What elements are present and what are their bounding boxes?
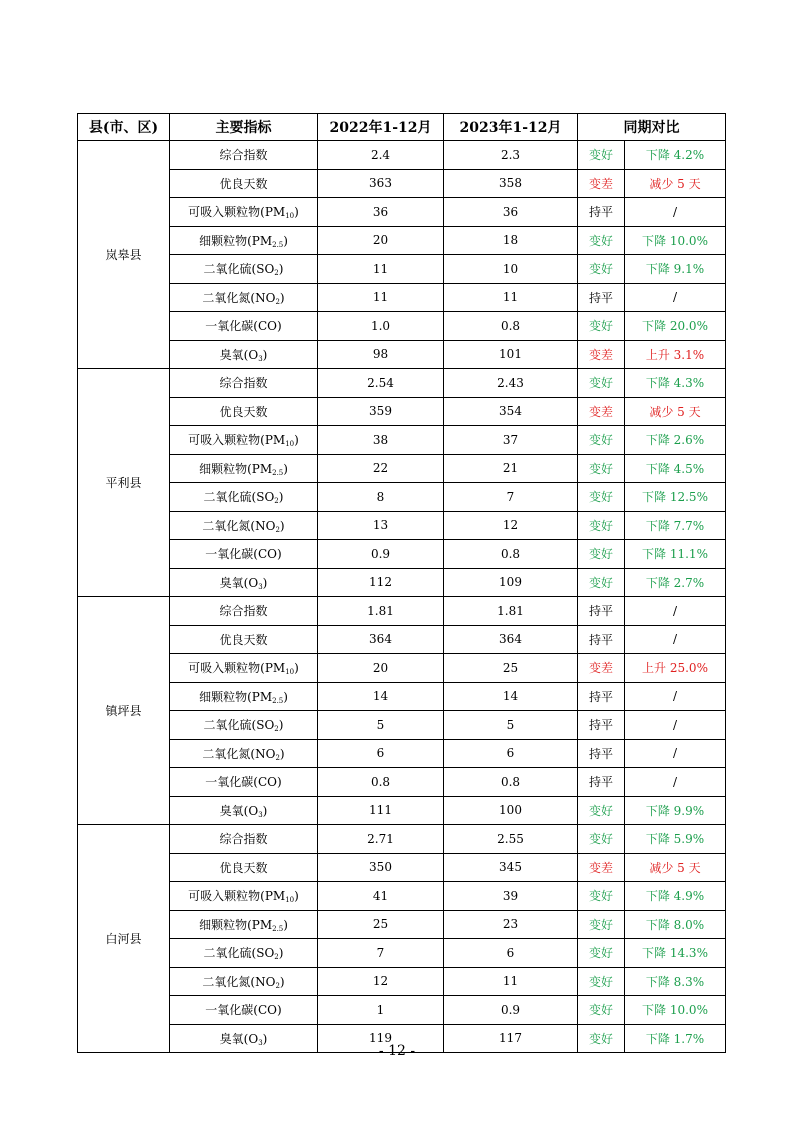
table-row (78, 597, 726, 626)
indicator-label: 细颗粒物(PM (199, 689, 273, 704)
table-row (78, 198, 726, 227)
trend-cell: 变好 (578, 312, 625, 341)
value-2023: 6 (444, 739, 578, 768)
indicator-label: 细颗粒物(PM (199, 917, 273, 932)
value-2022: 8 (318, 483, 444, 512)
indicator-suffix: ) (294, 661, 299, 676)
change-cell: 下降 20.0% (625, 312, 726, 341)
indicator-label: 臭氧(O (219, 803, 259, 818)
indicator-label: 一氧化碳(CO) (205, 1003, 282, 1018)
indicator-label: 一氧化碳(CO) (205, 547, 282, 562)
table-row (78, 711, 726, 740)
change-cell: 下降 2.7% (625, 568, 726, 597)
indicator-name (170, 739, 318, 768)
indicator-subscript: 2 (274, 269, 279, 278)
indicator-label: 臭氧(O (219, 575, 259, 590)
value-2022: 350 (318, 853, 444, 882)
trend-cell: 变好 (578, 967, 625, 996)
indicator-subscript: 2 (275, 753, 280, 762)
indicator-name (170, 711, 318, 740)
change-cell: 上升 25.0% (625, 654, 726, 683)
trend-cell: 持平 (578, 597, 625, 626)
indicator-label: 二氧化硫(SO (203, 490, 275, 505)
indicator-name (170, 654, 318, 683)
indicator-suffix: ) (279, 746, 285, 761)
trend-cell: 变好 (578, 226, 625, 255)
value-2023: 39 (444, 882, 578, 911)
value-2023: 36 (444, 198, 578, 227)
county-name: 平利县 (78, 369, 170, 597)
county-name: 镇坪县 (78, 597, 170, 825)
trend-cell: 持平 (578, 682, 625, 711)
table-row (78, 340, 726, 369)
table-row (78, 910, 726, 939)
indicator-label: 臭氧(O (219, 1031, 259, 1046)
trend-cell: 持平 (578, 711, 625, 740)
trend-cell: 变差 (578, 397, 625, 426)
table-row (78, 853, 726, 882)
indicator-subscript: 3 (258, 582, 263, 591)
value-2022: 36 (318, 198, 444, 227)
indicator-label: 优良天数 (219, 404, 268, 419)
value-2023: 109 (444, 568, 578, 597)
indicator-label: 可吸入颗粒物(PM (188, 661, 286, 676)
trend-cell: 变好 (578, 939, 625, 968)
value-2023: 7 (444, 483, 578, 512)
value-2022: 25 (318, 910, 444, 939)
indicator-label: 细颗粒物(PM (199, 233, 273, 248)
change-cell: 下降 10.0% (625, 226, 726, 255)
value-2022: 112 (318, 568, 444, 597)
trend-cell: 变好 (578, 255, 625, 284)
indicator-label: 一氧化碳(CO) (205, 775, 282, 790)
indicator-label: 综合指数 (219, 832, 268, 847)
value-2022: 363 (318, 169, 444, 198)
change-cell: 下降 10.0% (625, 996, 726, 1025)
indicator-label: 可吸入颗粒物(PM (188, 205, 286, 220)
indicator-subscript: 3 (258, 810, 263, 819)
table-row (78, 312, 726, 341)
table-row (78, 169, 726, 198)
table-row (78, 369, 726, 398)
indicator-name (170, 796, 318, 825)
indicator-suffix: ) (283, 461, 288, 476)
trend-cell: 变好 (578, 568, 625, 597)
change-cell: 下降 8.3% (625, 967, 726, 996)
indicator-name (170, 312, 318, 341)
value-2023: 14 (444, 682, 578, 711)
value-2023: 21 (444, 454, 578, 483)
table-row (78, 996, 726, 1025)
value-2023: 117 (444, 1024, 578, 1053)
indicator-name (170, 198, 318, 227)
table-row (78, 796, 726, 825)
trend-cell: 变好 (578, 369, 625, 398)
change-cell: / (625, 768, 726, 797)
header-compare: 同期对比 (578, 114, 726, 141)
indicator-label: 二氧化氮(NO (202, 518, 276, 533)
trend-cell: 变好 (578, 483, 625, 512)
indicator-name (170, 340, 318, 369)
trend-cell: 持平 (578, 198, 625, 227)
indicator-label: 二氧化硫(SO (203, 262, 275, 277)
table-row (78, 226, 726, 255)
value-2022: 11 (318, 255, 444, 284)
indicator-suffix: ) (279, 518, 285, 533)
value-2022: 98 (318, 340, 444, 369)
table-body (78, 141, 726, 1053)
indicator-label: 可吸入颗粒物(PM (188, 889, 286, 904)
value-2022: 20 (318, 654, 444, 683)
change-cell: 下降 14.3% (625, 939, 726, 968)
indicator-subscript: 2.5 (272, 468, 284, 477)
trend-cell: 变好 (578, 882, 625, 911)
table-row (78, 568, 726, 597)
indicator-subscript: 2 (274, 497, 279, 506)
indicator-suffix: ) (283, 233, 288, 248)
indicator-label: 可吸入颗粒物(PM (188, 433, 286, 448)
value-2023: 2.55 (444, 825, 578, 854)
value-2022: 41 (318, 882, 444, 911)
value-2022: 38 (318, 426, 444, 455)
indicator-suffix: ) (278, 718, 284, 733)
table-row (78, 454, 726, 483)
trend-cell: 变好 (578, 1024, 625, 1053)
value-2022: 20 (318, 226, 444, 255)
change-cell: 下降 2.6% (625, 426, 726, 455)
indicator-name (170, 141, 318, 170)
value-2023: 0.8 (444, 312, 578, 341)
trend-cell: 变好 (578, 825, 625, 854)
value-2023: 0.9 (444, 996, 578, 1025)
change-cell: / (625, 682, 726, 711)
indicator-subscript: 10 (285, 440, 295, 449)
indicator-name (170, 226, 318, 255)
indicator-subscript: 10 (285, 668, 295, 677)
change-cell: 下降 4.5% (625, 454, 726, 483)
change-cell: 下降 12.5% (625, 483, 726, 512)
table-row (78, 825, 726, 854)
indicator-subscript: 2 (274, 953, 279, 962)
value-2023: 2.3 (444, 141, 578, 170)
indicator-subscript: 10 (285, 212, 295, 221)
indicator-label: 一氧化碳(CO) (205, 319, 282, 334)
value-2022: 6 (318, 739, 444, 768)
trend-cell: 变差 (578, 853, 625, 882)
indicator-name (170, 996, 318, 1025)
value-2023: 37 (444, 426, 578, 455)
header-county: 县(市、区) (78, 114, 170, 141)
indicator-name (170, 967, 318, 996)
indicator-name (170, 682, 318, 711)
indicator-suffix: ) (262, 803, 268, 818)
indicator-name (170, 910, 318, 939)
table-row (78, 768, 726, 797)
indicator-suffix: ) (294, 205, 299, 220)
indicator-name (170, 397, 318, 426)
value-2023: 354 (444, 397, 578, 426)
table-row (78, 967, 726, 996)
change-cell: 下降 5.9% (625, 825, 726, 854)
indicator-name (170, 568, 318, 597)
change-cell: / (625, 739, 726, 768)
table-row (78, 625, 726, 654)
value-2022: 364 (318, 625, 444, 654)
trend-cell: 持平 (578, 739, 625, 768)
value-2022: 2.71 (318, 825, 444, 854)
indicator-suffix: ) (278, 262, 284, 277)
table-row (78, 397, 726, 426)
table-row (78, 882, 726, 911)
indicator-suffix: ) (283, 917, 288, 932)
trend-cell: 变好 (578, 996, 625, 1025)
indicator-suffix: ) (262, 575, 268, 590)
change-cell: 减少 5 天 (625, 853, 726, 882)
indicator-name (170, 540, 318, 569)
table-row (78, 654, 726, 683)
indicator-label: 细颗粒物(PM (199, 461, 273, 476)
indicator-subscript: 2.5 (272, 240, 284, 249)
indicator-suffix: ) (279, 974, 285, 989)
value-2023: 11 (444, 283, 578, 312)
change-cell: / (625, 711, 726, 740)
indicator-name (170, 255, 318, 284)
trend-cell: 变好 (578, 511, 625, 540)
indicator-name (170, 483, 318, 512)
value-2022: 14 (318, 682, 444, 711)
change-cell: 下降 11.1% (625, 540, 726, 569)
change-cell: 下降 9.9% (625, 796, 726, 825)
trend-cell: 持平 (578, 625, 625, 654)
indicator-subscript: 2 (274, 725, 279, 734)
table-row (78, 739, 726, 768)
value-2022: 5 (318, 711, 444, 740)
indicator-label: 综合指数 (219, 148, 268, 163)
value-2022: 111 (318, 796, 444, 825)
change-cell: 上升 3.1% (625, 340, 726, 369)
trend-cell: 变好 (578, 910, 625, 939)
header-indicator: 主要指标 (170, 114, 318, 141)
value-2022: 13 (318, 511, 444, 540)
value-2023: 5 (444, 711, 578, 740)
table-row (78, 283, 726, 312)
trend-cell: 变好 (578, 141, 625, 170)
value-2023: 101 (444, 340, 578, 369)
indicator-subscript: 2.5 (272, 696, 284, 705)
change-cell: 下降 7.7% (625, 511, 726, 540)
indicator-label: 综合指数 (219, 604, 268, 619)
value-2023: 18 (444, 226, 578, 255)
value-2023: 100 (444, 796, 578, 825)
indicator-subscript: 2 (275, 525, 280, 534)
indicator-name (170, 939, 318, 968)
indicator-suffix: ) (294, 433, 299, 448)
value-2023: 0.8 (444, 540, 578, 569)
value-2022: 0.8 (318, 768, 444, 797)
trend-cell: 变差 (578, 654, 625, 683)
indicator-name (170, 825, 318, 854)
value-2022: 119 (318, 1024, 444, 1053)
indicator-label: 二氧化氮(NO (202, 974, 276, 989)
value-2022: 0.9 (318, 540, 444, 569)
value-2023: 25 (444, 654, 578, 683)
trend-cell: 变好 (578, 426, 625, 455)
change-cell: / (625, 597, 726, 626)
value-2023: 6 (444, 939, 578, 968)
change-cell: / (625, 625, 726, 654)
value-2022: 2.4 (318, 141, 444, 170)
value-2023: 23 (444, 910, 578, 939)
change-cell: / (625, 283, 726, 312)
indicator-label: 臭氧(O (219, 347, 259, 362)
change-cell: 下降 4.9% (625, 882, 726, 911)
value-2022: 11 (318, 283, 444, 312)
trend-cell: 变好 (578, 796, 625, 825)
value-2022: 1.81 (318, 597, 444, 626)
indicator-suffix: ) (278, 946, 284, 961)
county-name: 白河县 (78, 825, 170, 1053)
value-2022: 1 (318, 996, 444, 1025)
indicator-name (170, 511, 318, 540)
indicator-suffix: ) (262, 1031, 268, 1046)
indicator-subscript: 3 (258, 354, 263, 363)
change-cell: 下降 8.0% (625, 910, 726, 939)
page-number: - 12 - (378, 1043, 416, 1059)
trend-cell: 持平 (578, 768, 625, 797)
indicator-subscript: 2 (275, 297, 280, 306)
value-2022: 22 (318, 454, 444, 483)
change-cell: / (625, 198, 726, 227)
change-cell: 下降 4.3% (625, 369, 726, 398)
indicator-subscript: 2 (275, 981, 280, 990)
indicator-name (170, 768, 318, 797)
value-2023: 12 (444, 511, 578, 540)
table-row (78, 682, 726, 711)
value-2022: 7 (318, 939, 444, 968)
trend-cell: 变差 (578, 169, 625, 198)
header-row (78, 114, 726, 141)
table-row (78, 511, 726, 540)
indicator-name (170, 426, 318, 455)
indicator-suffix: ) (262, 347, 268, 362)
indicator-label: 二氧化氮(NO (202, 290, 276, 305)
table-row (78, 483, 726, 512)
indicator-label: 综合指数 (219, 376, 268, 391)
indicator-name (170, 853, 318, 882)
value-2023: 10 (444, 255, 578, 284)
value-2023: 1.81 (444, 597, 578, 626)
indicator-name (170, 597, 318, 626)
indicator-suffix: ) (283, 689, 288, 704)
table-row (78, 141, 726, 170)
indicator-subscript: 2.5 (272, 924, 284, 933)
indicator-suffix: ) (279, 290, 285, 305)
value-2022: 2.54 (318, 369, 444, 398)
value-2022: 1.0 (318, 312, 444, 341)
indicator-label: 二氧化硫(SO (203, 718, 275, 733)
indicator-name (170, 625, 318, 654)
table-row (78, 426, 726, 455)
table-row (78, 540, 726, 569)
indicator-name (170, 169, 318, 198)
indicator-suffix: ) (294, 889, 299, 904)
indicator-name (170, 283, 318, 312)
change-cell: 减少 5 天 (625, 169, 726, 198)
value-2023: 345 (444, 853, 578, 882)
indicator-subscript: 3 (258, 1038, 263, 1047)
air-quality-table (77, 113, 726, 1053)
indicator-label: 优良天数 (219, 632, 268, 647)
value-2023: 2.43 (444, 369, 578, 398)
value-2023: 358 (444, 169, 578, 198)
indicator-label: 优良天数 (219, 860, 268, 875)
change-cell: 下降 9.1% (625, 255, 726, 284)
indicator-name (170, 454, 318, 483)
trend-cell: 变好 (578, 454, 625, 483)
trend-cell: 变好 (578, 540, 625, 569)
trend-cell: 持平 (578, 283, 625, 312)
table-row (78, 939, 726, 968)
change-cell: 下降 4.2% (625, 141, 726, 170)
header-2023: 2023年1-12月 (444, 114, 578, 141)
change-cell: 下降 1.7% (625, 1024, 726, 1053)
value-2022: 359 (318, 397, 444, 426)
indicator-suffix: ) (278, 490, 284, 505)
value-2023: 11 (444, 967, 578, 996)
county-name: 岚皋县 (78, 141, 170, 369)
header-2022: 2022年1-12月 (318, 114, 444, 141)
value-2023: 0.8 (444, 768, 578, 797)
indicator-name (170, 882, 318, 911)
indicator-label: 二氧化硫(SO (203, 946, 275, 961)
change-cell: 减少 5 天 (625, 397, 726, 426)
table-row (78, 255, 726, 284)
trend-cell: 变差 (578, 340, 625, 369)
value-2022: 12 (318, 967, 444, 996)
indicator-name (170, 369, 318, 398)
indicator-label: 优良天数 (219, 176, 268, 191)
indicator-subscript: 10 (285, 896, 295, 905)
value-2023: 364 (444, 625, 578, 654)
indicator-label: 二氧化氮(NO (202, 746, 276, 761)
